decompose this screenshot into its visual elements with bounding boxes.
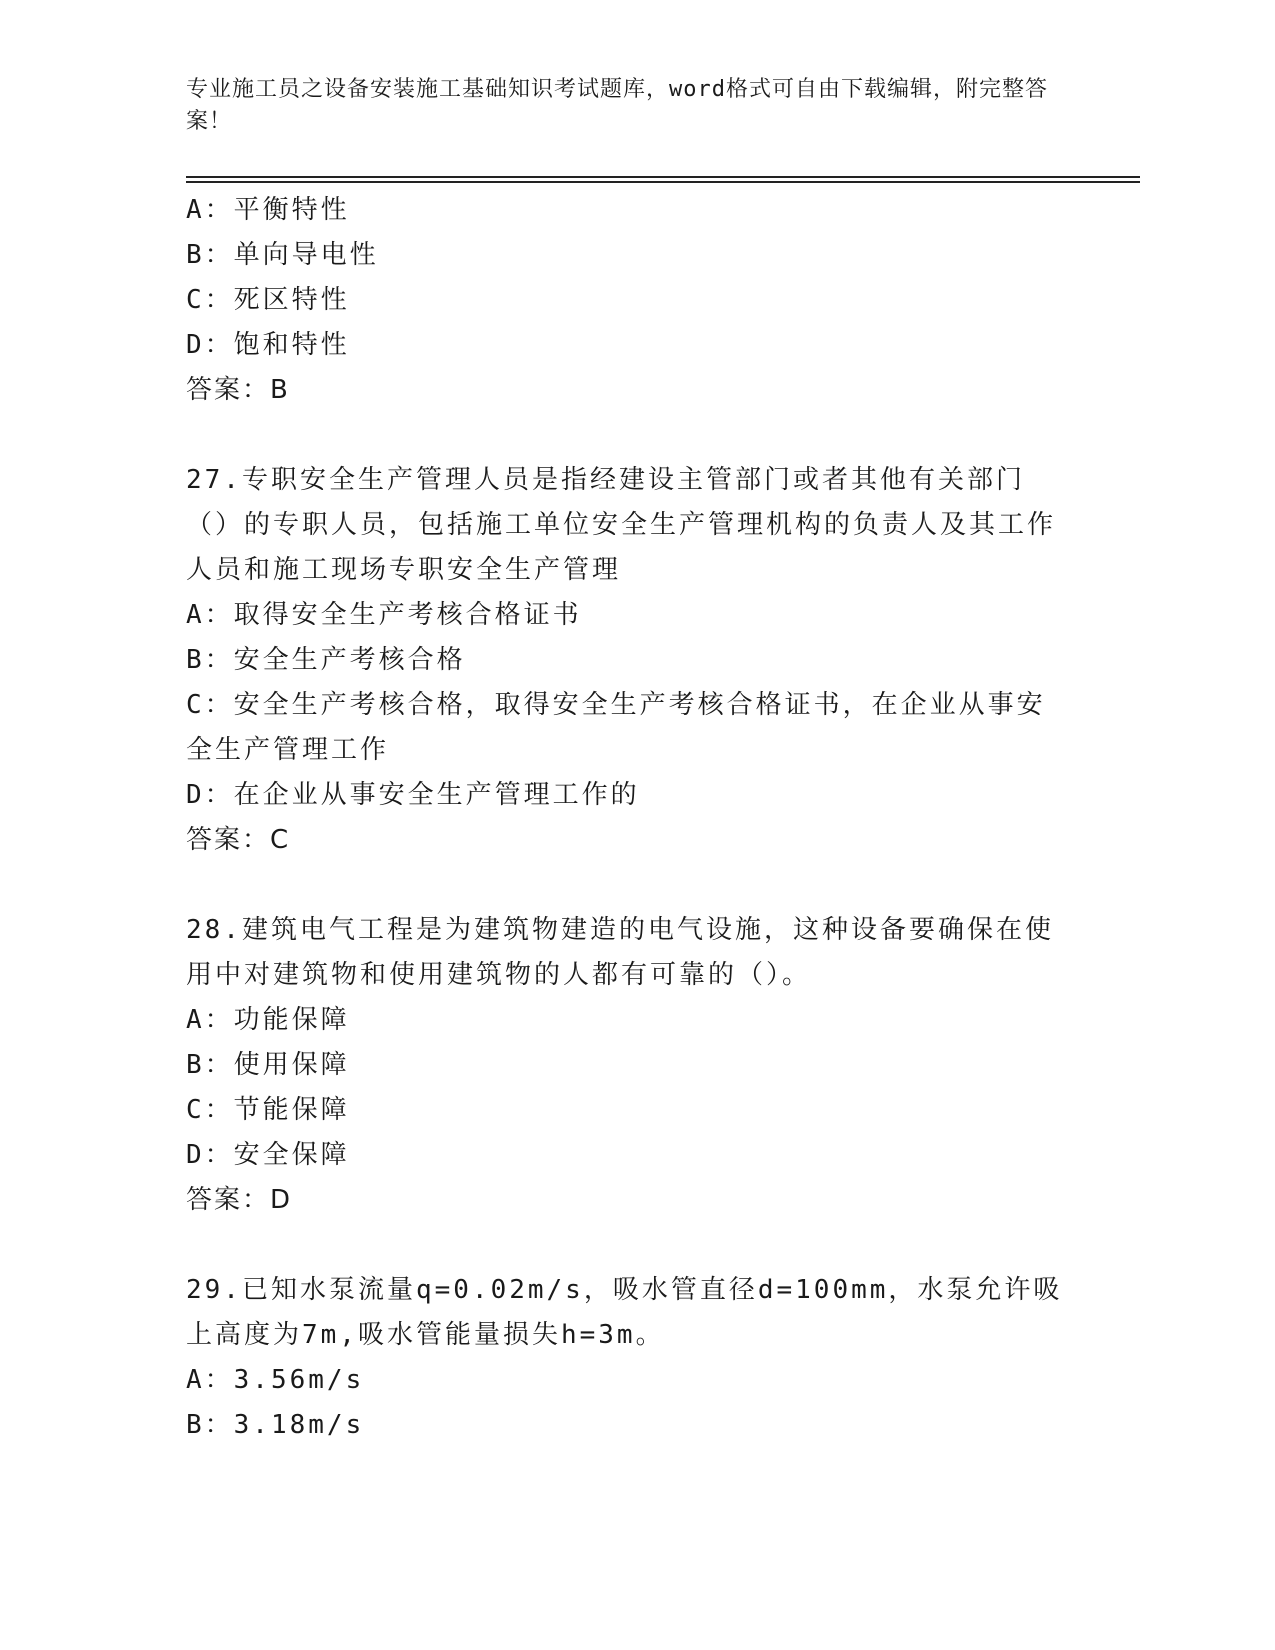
option-b: B：单向导电性 bbox=[186, 240, 379, 270]
question-block-29 bbox=[186, 1268, 1066, 1448]
option-b: B：使用保障 bbox=[186, 1050, 350, 1080]
option-a: A：功能保障 bbox=[186, 1005, 350, 1035]
question-list bbox=[186, 188, 1066, 1448]
question-stem: 29.已知水泵流量q=0.02m/s，吸水管直径d=100mm，水泵允许吸上高度为7m,吸水管能量损失h=3m。 bbox=[186, 1275, 1063, 1350]
option-c: C：节能保障 bbox=[186, 1095, 350, 1125]
option-d: D：安全保障 bbox=[186, 1140, 350, 1170]
document-header: 专业施工员之设备安装施工基础知识考试题库，word格式可自由下载编辑，附完整答案！ bbox=[186, 77, 1048, 134]
option-b: B：安全生产考核合格 bbox=[186, 645, 466, 675]
answer-line: 答案：C bbox=[186, 825, 291, 855]
header-divider-bottom bbox=[186, 181, 1140, 183]
option-a: A：取得安全生产考核合格证书 bbox=[186, 600, 582, 630]
question-block-27 bbox=[186, 458, 1066, 863]
option-d: D：饱和特性 bbox=[186, 330, 350, 360]
header-divider-top bbox=[186, 176, 1140, 178]
option-a: A：平衡特性 bbox=[186, 195, 350, 225]
option-c: C：死区特性 bbox=[186, 285, 350, 315]
question-stem: 28.建筑电气工程是为建筑物建造的电气设施，这种设备要确保在使用中对建筑物和使用建筑物的人都有可靠的（）。 bbox=[186, 915, 1054, 990]
option-c: C：安全生产考核合格，取得安全生产考核合格证书，在企业从事安全生产管理工作 bbox=[186, 690, 1046, 765]
option-d: D：在企业从事安全生产管理工作的 bbox=[186, 780, 640, 810]
question-block-28 bbox=[186, 908, 1066, 1223]
question-stem: 27.专职安全生产管理人员是指经建设主管部门或者其他有关部门（）的专职人员，包括施工单位安全生产管理机构的负责人及其工作人员和施工现场专职安全生产管理 bbox=[186, 465, 1057, 585]
question-block-26 bbox=[186, 188, 1066, 413]
option-b: B：3.18m/s bbox=[186, 1410, 365, 1440]
option-a: A：3.56m/s bbox=[186, 1365, 365, 1395]
answer-line: 答案：D bbox=[186, 1185, 293, 1215]
answer-line: 答案：B bbox=[186, 375, 290, 405]
